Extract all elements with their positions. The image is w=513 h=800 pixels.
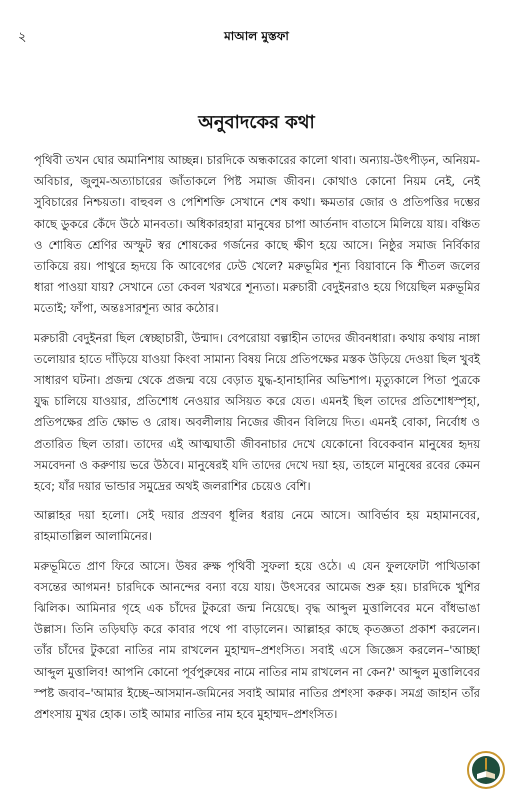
paragraph: পৃথিবী তখন ঘোর অমানিশায় আচ্ছন্ন। চারদিকে অন্ধকারের কালো থাবা। অন্যায়-উৎপীড়ন, অনিয়ম- অবিচার, জুলুম-অত্যাচারের জাঁতাকলে পিষ্ট সমাজ জীবন। কোথাও কোনো নিয়ম নেই, নেই সুবিচারের নিশ্চয়তা। বাহুবল ও পেশিশক্তি সেখানে শেষ কথা। ক্ষমতার জোর ও প্রতিপত্তির দম্ভের কাছে ডুকরে কেঁদে উঠে মানবতা। অধিকারহারা মানুষের চাপা আর্তনাদ বাতাসে মিলিয়ে যায়। বঞ্চিত ও শোষিত শ্রেণির অস্ফুট স্বর শোষকের গর্জনের কাছে ক্ষীণ হয়ে আসে। নিষ্ঠুর সমাজ নির্বিকার তাকিয়ে রয়। পাথুরে হৃদয়ে কি আবেগের ঢেউ খেলে? মরুভূমির শূন্য বিয়াবানে কি শীতল জলের ধারা পাওয়া যায়? সেখানে তো কেবল খরখরে শূন্যতা। মরুচারী বেদুইনরাও হয়ে গিয়েছিল মরুভূমির মতোই; ফাঁপা, অন্তঃসারশূন্য আর কঠোর। [34,153,480,316]
paragraph: মরুভূমিতে প্রাণ ফিরে আসে। উষর রুক্ষ পৃথিবী সুফলা হয়ে ওঠে। এ যেন ফুলফোটা পাখিডাকা বসন্তের আগমন! চারদিকে আনন্দের বন্যা বয়ে যায়। উৎসবের আমেজ শুরু হয়। চারদিকে খুশির ঝিলিক। আমিনার গৃহে এক চাঁদের টুকরো জন্ম নিয়েছে। বৃদ্ধ আব্দুল মুত্তালিবের মনে বাঁধভাঙা উল্লাস। তিনি তড়িঘড়ি করে কাবার পথে পা বাড়ালেন। আল্লাহর কাছে কৃতজ্ঞতা প্রকাশ করলেন। তাঁর চাঁদের টুকরো নাতির নাম রাখলেন মুহাম্মদ–প্রশংসিত। সবাই এসে জিজ্ঞেস করলেন–'আচ্ছা আব্দুল মুত্তালিব! আপনি কোনো পূর্বপুরুষের নামে নাতির নাম রাখলেন না কেন?' আব্দুল মুত্তালিবের স্পষ্ট জবাব–'আমার ইচ্ছে–আসমান-জমিনের সবাই আমার নাতির প্রশংসা করুক। সমগ্র জাহান তাঁর প্রশংসায় মুখর হোক। তাই আমার নাতির নাম হবে মুহাম্মদ–প্রশংসিত। [34,558,480,722]
running-title: মাআল মুস্তফা [224,29,289,43]
chapter-title: অনুবাদকের কথা [198,112,315,133]
body-text [34,150,480,733]
page-number: ২ [18,30,27,45]
publisher-logo-icon [466,750,506,790]
paragraph: মরুচারী বেদুইনরা ছিল স্বেচ্ছাচারী, উন্মাদ। বেপরোয়া বল্গাহীন তাদের জীবনধারা। কথায় কথায় নাঙ্গা তলোয়ার হাতে দাঁড়িয়ে যাওয়া কিংবা সামান্য বিষয় নিয়ে প্রতিপক্ষের মস্তক উড়িয়ে দেওয়া ছিল খুবই সাধারণ ঘটনা। প্রজন্ম থেকে প্রজন্ম বয়ে বেড়াত যুদ্ধ-হানাহানির অভিশাপ। মৃত্যুকালে পিতা পুত্রকে যুদ্ধ চালিয়ে যাওয়ার, প্রতিশোধ নেওয়ার অসিয়ত করে যেত। এমনই ছিল তাদের প্রতিশোধস্পৃহা, প্রতিপক্ষের প্রতি ক্ষোভ ও রোষ। অবলীলায় নিজের জীবন বিলিয়ে দিত। এমনই বোকা, নির্বোধ ও প্রতারিত ছিল তারা। তাদের এই আত্মঘাতী জীবনাচার দেখে যেকোনো বিবেকবান মানুষের হৃদয় সমবেদনা ও করুণায় ভরে উঠবে। মানুষেরই যদি তাদের দেখে দয়া হয়, তাহলে মানুষের রবের কেমন হবে; যাঁর দয়ার ভান্ডার সমুদ্রের অথই জলরাশির চেয়েও বেশি। [34,330,480,494]
paragraph: আল্লাহর দয়া হলো। সেই দয়ার প্রস্রবণ ধূলির ধরায় নেমে আসে। আবির্ভাব হয় মহামানবের, রাহমাতাল্লিল আলামিনের। [34,508,480,544]
page-header [0,28,513,50]
